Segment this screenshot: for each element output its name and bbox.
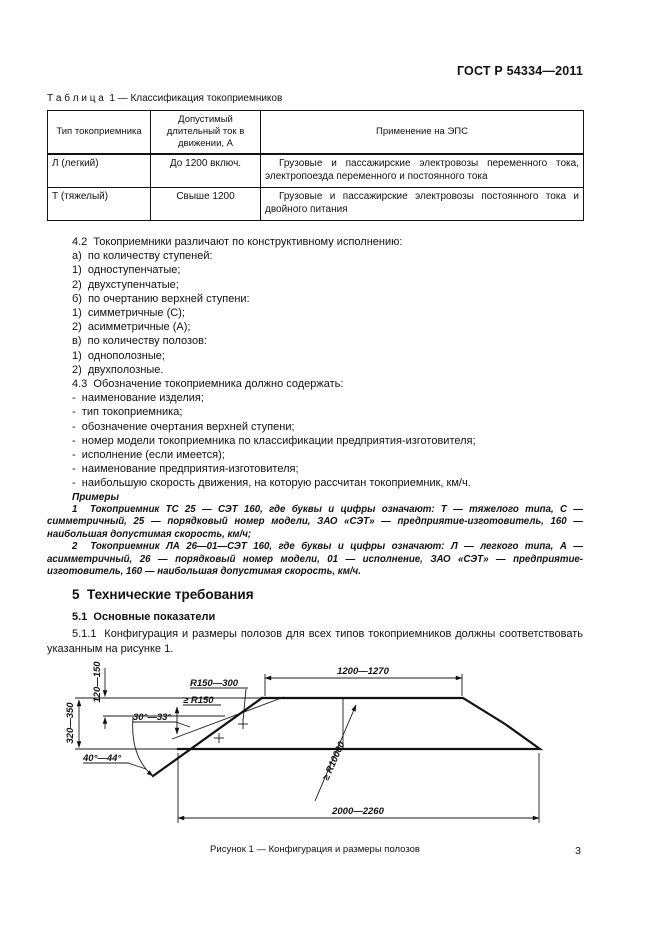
body-text-line: 1) симметричные (С);	[72, 307, 185, 320]
paragraph-5-1-1: 5.1.1 Конфигурация и размеры полозов для всех типов токоприемников должны соответствовать указанным на рисунке 1.	[47, 627, 583, 656]
figure-caption: Рисунок 1 — Конфигурация и размеры полозов	[210, 843, 420, 855]
cell-current: Свыше 1200	[151, 188, 261, 221]
column-header-current: Допустимый длительный ток в движении, А	[151, 111, 261, 155]
column-header-type: Тип токоприемника	[48, 111, 151, 155]
angle-arc-40deg	[133, 717, 153, 776]
leader-radius-bend	[243, 689, 246, 721]
clauses-4-2-4-3	[47, 235, 583, 491]
table-row	[48, 188, 584, 221]
body-text-line: а) по количеству ступеней:	[72, 250, 213, 263]
classification-table	[47, 110, 584, 221]
dim-full-length-label: 2000—2260	[332, 805, 384, 817]
section-5-1-heading: 5.1 Основные показатели	[72, 610, 216, 623]
cell-type: Л (легкий)	[48, 154, 151, 188]
table-caption: Т а б л и ц а 1 — Классификация токоприемников	[47, 93, 283, 104]
leader-angle-upper	[176, 722, 190, 727]
body-text-line: в) по количеству полозов:	[72, 335, 207, 348]
body-text-line: 4.3 Обозначение токоприемника должно содержать:	[72, 378, 344, 391]
body-text-line: - обозначение очертания верхней ступени;	[72, 420, 295, 433]
figure-drawing	[47, 660, 583, 834]
figure-1	[47, 660, 583, 855]
body-text-line: 1) одноступенчатые;	[72, 264, 181, 277]
examples-title: Примеры	[72, 491, 120, 503]
angle-upper-label: 30°—33°	[133, 711, 172, 723]
body-text-line: - номер модели токоприемника по классификации предприятия-изготовителя;	[72, 434, 476, 447]
body-text-line: 2) асимметричные (А);	[72, 321, 191, 334]
body-text-line: - исполнение (если имеется);	[72, 449, 225, 462]
page-content	[47, 0, 583, 855]
section-5-heading: 5 Технические требования	[72, 586, 254, 602]
dim-height-horn-label: 320—350	[65, 702, 76, 744]
body-text-line: 1) однополозные;	[72, 349, 165, 362]
cell-current: До 1200 включ.	[151, 154, 261, 188]
body-text-line: - наименование изделия;	[72, 392, 204, 405]
page-number: 3	[575, 845, 581, 857]
column-header-application: Применение на ЭПС	[261, 111, 584, 155]
table-body	[48, 154, 584, 221]
radius-center-mark-1	[238, 719, 248, 729]
skid-profile-outline	[178, 698, 540, 749]
angle-end-label: 40°—44°	[83, 752, 122, 764]
examples-block	[47, 504, 583, 579]
body-text-line: 2) двухступенчатые;	[72, 278, 179, 291]
radius-surface-label: ≥ R10000	[320, 739, 348, 782]
example-paragraph: 2 Токоприемник ЛА 26—01—СЭТ 160, где буквы и цифры означают: Л — легкого типа, А — асимметричный, 26 — порядковый номер модели, 01 — исполнение, ЗАО «СЭТ» — предприятие-изготовитель, 160 — наибольшая допустимая скорость, км/ч.	[47, 541, 583, 578]
radius-center-mark-2	[214, 733, 224, 743]
cell-application: Грузовые и пассажирские электровозы постоянного тока и двойного питания	[261, 188, 584, 221]
body-text-line: 2) двухполозные.	[72, 363, 164, 376]
body-text-line: б) по очертанию верхней ступени:	[72, 292, 250, 305]
cell-type: Т (тяжелый)	[48, 188, 151, 221]
body-text-line: - наибольшую скорость движения, на которую рассчитан токоприемник, км/ч.	[72, 477, 471, 490]
radius-bend-label: R150—300	[190, 677, 239, 689]
table-row	[48, 154, 584, 188]
body-text-line: - тип токоприемника;	[72, 406, 183, 419]
body-text-line: - наименование предприятия-изготовителя;	[72, 463, 299, 476]
standard-number: ГОСТ Р 54334—2011	[456, 64, 583, 78]
dim-height-tip-label: 120—150	[92, 661, 103, 703]
example-paragraph: 1 Токоприемник ТС 25 — СЭТ 160, где буквы и цифры означают: Т — тяжелого типа, С — симметричный, 25 — порядковый номер модели, ЗАО «СЭТ» — предприятие-изготовитель, 160 — наибольшая допустимая скорость, км/ч;	[47, 503, 583, 540]
dim-top-length-label: 1200—1270	[337, 665, 389, 677]
body-text-line: 4.2 Токоприемники различают по конструктивному исполнению:	[72, 236, 403, 248]
table-header-row	[48, 111, 584, 155]
skid-horn-edge	[153, 698, 262, 776]
cell-application: Грузовые и пассажирские электровозы переменного тока, электропоезда переменного и постоянного тока	[261, 154, 584, 188]
radius-min-label: ≥ R150	[183, 694, 214, 706]
